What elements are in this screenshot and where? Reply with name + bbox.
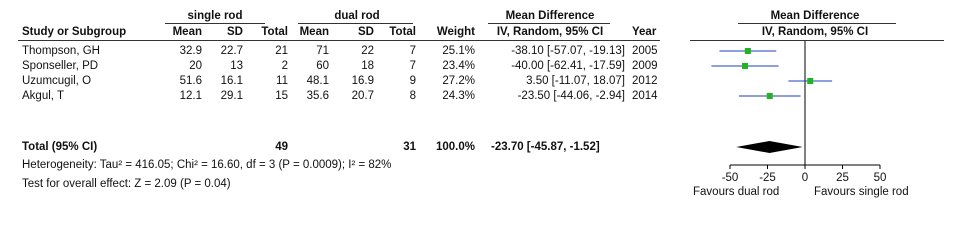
study-point: [807, 78, 813, 84]
total1: 11: [276, 75, 288, 87]
col-weight: Weight: [436, 26, 475, 38]
total-label: Total (95% CI): [22, 141, 98, 153]
total2: 8: [409, 90, 416, 102]
study-name: Uzumcugil, O: [22, 75, 92, 87]
study-point: [767, 93, 773, 99]
favours-left-label: Favours dual rod: [693, 186, 780, 198]
total1: 21: [275, 45, 288, 57]
year: 2005: [632, 45, 658, 57]
md-header: Mean Difference: [505, 10, 595, 22]
sd1: 22.7: [220, 45, 243, 57]
mean2: 60: [316, 60, 329, 72]
mean1: 20: [189, 60, 202, 72]
col-mean1: Mean: [172, 26, 202, 38]
plot-header: Mean Difference: [770, 10, 860, 22]
mean1: 32.9: [179, 45, 202, 57]
col-mean2: Mean: [299, 26, 329, 38]
sd1: 29.1: [220, 90, 243, 102]
year: 2012: [632, 75, 658, 87]
total-weight: 100.0%: [435, 141, 475, 153]
md-ci: -38.10 [-57.07, -19.13]: [511, 45, 625, 57]
heterogeneity-text: Heterogeneity: Tau² = 416.05; Chi² = 16.60, df = 3 (P = 0.0009); I² = 82%: [22, 159, 392, 171]
plot-method: IV, Random, 95% CI: [761, 26, 869, 38]
col-sd2: SD: [358, 26, 374, 38]
favours-right-label: Favours single rod: [814, 186, 909, 198]
total-md-ci: -23.70 [-45.87, -1.52]: [491, 141, 600, 153]
year: 2009: [632, 60, 658, 72]
mean1: 51.6: [179, 75, 202, 87]
x-tick-label: 50: [873, 172, 887, 184]
weight: 24.3%: [442, 90, 475, 102]
mean2: 35.6: [306, 90, 329, 102]
total2: 7: [409, 60, 416, 72]
weight: 27.2%: [442, 75, 475, 87]
study-name: Thompson, GH: [22, 45, 100, 57]
total2: 7: [409, 45, 416, 57]
col-year: Year: [632, 26, 657, 38]
mean2: 71: [316, 45, 329, 57]
total1: 15: [275, 90, 288, 102]
study-name: Akgul, T: [22, 90, 64, 102]
x-tick-label: 0: [801, 172, 809, 184]
sd2: 18: [361, 60, 374, 72]
sd2: 16.9: [351, 75, 374, 87]
total1-sum: 49: [275, 141, 288, 153]
total2-sum: 31: [403, 141, 416, 153]
x-tick-label: -25: [759, 172, 776, 184]
col-md-method: IV, Random, 95% CI: [496, 26, 604, 38]
year: 2014: [632, 90, 658, 102]
study-point: [742, 63, 748, 69]
x-tick-label: 25: [836, 172, 849, 184]
group2-header: dual rod: [334, 10, 380, 22]
col-sd1: SD: [227, 26, 243, 38]
x-tick-label: -50: [721, 172, 739, 184]
md-ci: -40.00 [-62.41, -17.59]: [511, 60, 625, 72]
total2: 9: [409, 75, 416, 87]
total1: 2: [281, 60, 288, 72]
study-point: [745, 48, 751, 54]
sd1: 16.1: [220, 75, 243, 87]
col-total2: Total: [389, 26, 416, 38]
study-name: Sponseller, PD: [22, 60, 99, 72]
mean2: 48.1: [306, 75, 329, 87]
pooled-diamond: [736, 141, 803, 153]
sd2: 22: [361, 45, 374, 57]
col-total1: Total: [261, 26, 288, 38]
mean1: 12.1: [179, 90, 202, 102]
sd1: 13: [230, 60, 243, 72]
weight: 25.1%: [442, 45, 475, 57]
md-ci: -23.50 [-44.06, -2.94]: [517, 90, 625, 102]
col-study: Study or Subgroup: [22, 26, 127, 38]
weight: 23.4%: [442, 60, 475, 72]
overall-effect-text: Test for overall effect: Z = 2.09 (P = 0.04): [22, 178, 231, 190]
md-ci: 3.50 [-11.07, 18.07]: [526, 75, 625, 87]
group1-header: single rod: [187, 10, 243, 22]
sd2: 20.7: [351, 90, 374, 102]
